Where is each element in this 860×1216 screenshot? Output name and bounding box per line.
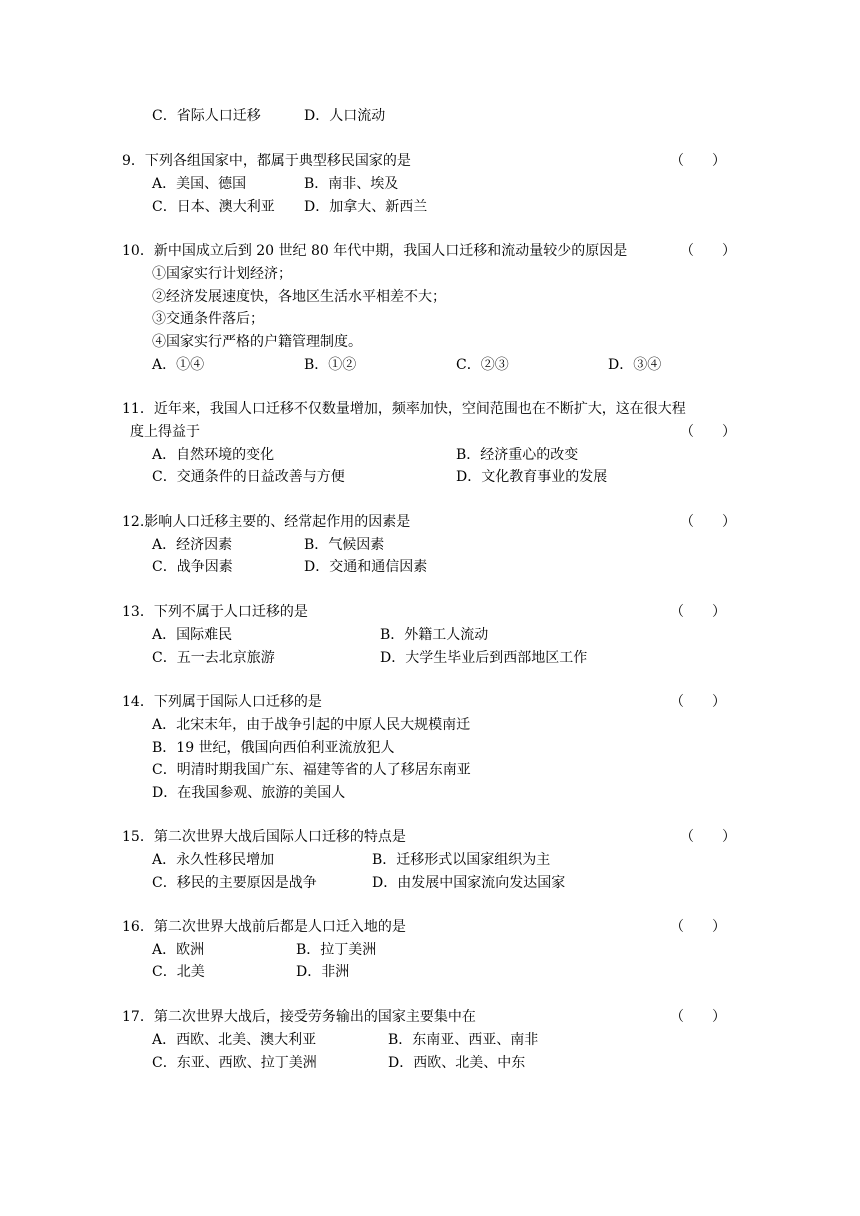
q15-option-b: B．迁移形式以国家组织为主 (372, 852, 551, 868)
q16-answer-blank: （ ） (670, 919, 726, 935)
q12-option-d: D．交通和通信因素 (304, 559, 428, 575)
q9-answer-blank: （ ） (670, 153, 726, 169)
q10-option-d: D．③④ (608, 357, 662, 373)
q16-option-d: D．非洲 (296, 964, 350, 980)
q17-option-b: B．东南亚、西亚、南非 (388, 1032, 539, 1048)
q17-option-c: C．东亚、西欧、拉丁美洲 (152, 1055, 317, 1071)
q12-stem: 12.影响人口迁移主要的、经常起作用的因素是 (122, 514, 411, 530)
q11-option-c: C．交通条件的日益改善与方便 (152, 469, 345, 485)
q11-stem-line-1: 11．近年来，我国人口迁移不仅数量增加，频率加快，空间范围也在不断扩大，这在很大程 (122, 401, 686, 417)
q11-answer-blank: （ ） (680, 424, 736, 440)
q17-stem: 17．第二次世界大战后，接受劳务输出的国家主要集中在 (122, 1009, 476, 1025)
q14-option-d: D．在我国参观、旅游的美国人 (152, 785, 346, 801)
q17-option-a: A．西欧、北美、澳大利亚 (152, 1032, 317, 1048)
q15-option-c: C．移民的主要原因是战争 (152, 875, 317, 891)
q10-option-a: A．①④ (152, 357, 205, 373)
q10-option-b: B．①② (304, 357, 357, 373)
q10-option-c: C．②③ (456, 357, 509, 373)
q11-option-d: D．文化教育事业的发展 (456, 469, 608, 485)
q9-option-c: C．日本、澳大利亚 (152, 199, 275, 215)
q12-option-a: A．经济因素 (152, 537, 233, 553)
q17-answer-blank: （ ） (670, 1009, 726, 1025)
q14-stem: 14．下列属于国际人口迁移的是 (122, 694, 322, 710)
q11-stem-line-2: 度上得益于 (130, 424, 200, 440)
q10-item-2: ②经济发展速度快，各地区生活水平相差不大； (152, 289, 446, 305)
q11-option-b: B．经济重心的改变 (456, 447, 579, 463)
q14-option-b: B．19 世纪，俄国向西伯利亚流放犯人 (152, 740, 395, 756)
q16-option-b: B．拉丁美洲 (296, 942, 377, 958)
q17-option-d: D．西欧、北美、中东 (388, 1055, 526, 1071)
q8-option-c: C．省际人口迁移 (152, 108, 261, 124)
q14-option-a: A．北宋末年，由于战争引起的中原人民大规模南迁 (152, 717, 471, 733)
q12-option-b: B．气候因素 (304, 537, 385, 553)
q13-option-a: A．国际难民 (152, 627, 233, 643)
q9-option-b: B．南非、埃及 (304, 176, 399, 192)
q15-answer-blank: （ ） (680, 829, 736, 845)
q13-option-d: D．大学生毕业后到西部地区工作 (380, 650, 588, 666)
q16-option-a: A．欧洲 (152, 942, 205, 958)
q11-option-a: A．自然环境的变化 (152, 447, 275, 463)
q13-answer-blank: （ ） (670, 604, 726, 620)
q12-answer-blank: （ ） (680, 514, 736, 530)
q16-stem: 16．第二次世界大战前后都是人口迁入地的是 (122, 919, 406, 935)
q10-item-4: ④国家实行严格的户籍管理制度。 (152, 334, 362, 350)
q15-option-a: A．永久性移民增加 (152, 852, 275, 868)
q8-option-d: D．人口流动 (304, 108, 386, 124)
q9-option-d: D．加拿大、新西兰 (304, 199, 428, 215)
q10-item-1: ①国家实行计划经济； (152, 266, 292, 282)
q16-option-c: C．北美 (152, 964, 205, 980)
q14-answer-blank: （ ） (670, 694, 726, 710)
q10-stem: 10．新中国成立后到 20 世纪 80 年代中期，我国人口迁移和流动量较少的原因是 (122, 243, 628, 259)
q13-option-c: C．五一去北京旅游 (152, 650, 275, 666)
q9-stem: 9．下列各组国家中，都属于典型移民国家的是 (122, 153, 411, 169)
q14-option-c: C．明清时期我国广东、福建等省的人了移居东南亚 (152, 762, 471, 778)
q10-answer-blank: （ ） (680, 243, 736, 259)
q15-option-d: D．由发展中国家流向发达国家 (372, 875, 566, 891)
q9-option-a: A．美国、德国 (152, 176, 247, 192)
q13-option-b: B．外籍工人流动 (380, 627, 489, 643)
q10-item-3: ③交通条件落后； (152, 311, 264, 327)
q15-stem: 15．第二次世界大战后国际人口迁移的特点是 (122, 829, 406, 845)
q12-option-c: C．战争因素 (152, 559, 233, 575)
q13-stem: 13．下列不属于人口迁移的是 (122, 604, 308, 620)
